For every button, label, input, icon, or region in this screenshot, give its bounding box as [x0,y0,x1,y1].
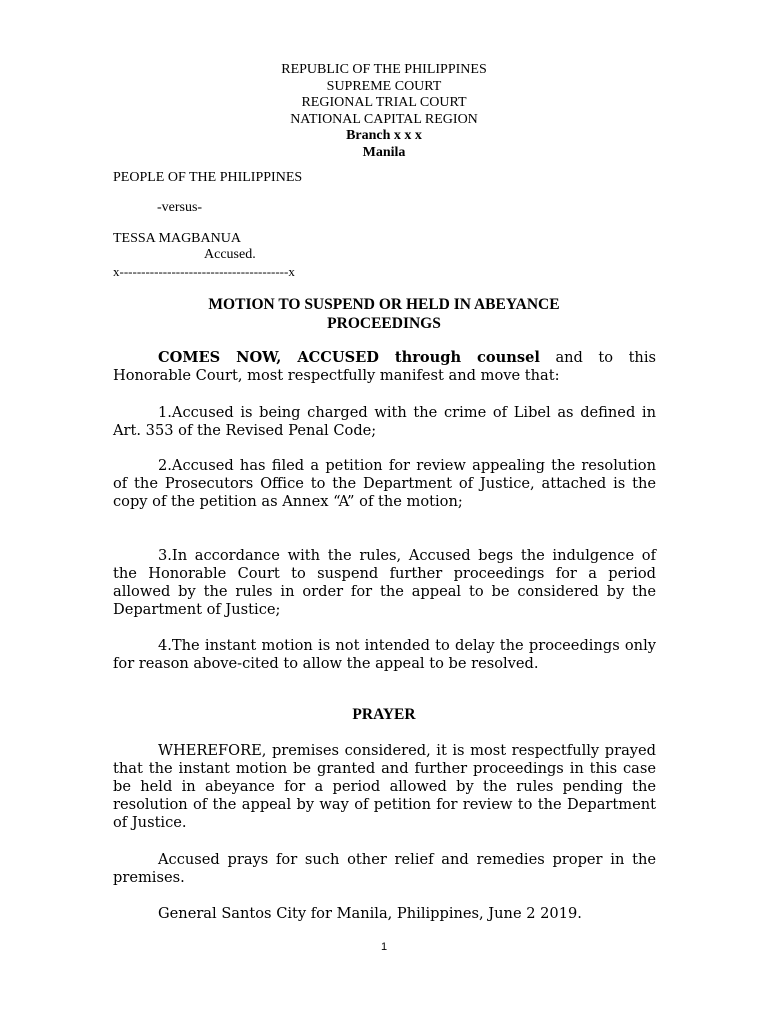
paragraph-2: 2.Accused has filed a petition for review appealing the resolution of the Prosecutors Office to the Department of Justice, attached is the copy of the petition as Annex “A” of the motion; [113,457,656,510]
caption-versus: -versus- [157,200,203,215]
page-number: 1 [380,941,388,953]
header-rtc: REGIONAL TRIAL COURT [301,95,467,110]
header-republic: REPUBLIC OF THE PHILIPPINES [281,62,487,77]
prayer-heading: PRAYER [352,706,416,723]
place-date: General Santos City for Manila, Philippines, June 2 2019. [158,905,582,922]
intro-rest: and to this Honorable Court, most respectfully manifest and move that: [113,349,656,384]
intro-bold: COMES NOW, ACCUSED through counsel [158,349,540,366]
prayer-wherefore: WHEREFORE, premises considered, it is most respectfully prayed that the instant motion be granted and further proceedings in this case be held in abeyance for a period allowed by the rules pending the resolution of the appeal by way of petition for review to the Department of Justice. [113,742,656,831]
motion-title-line2: PROCEEDINGS [327,315,441,332]
header-branch: Branch x x x [346,128,422,143]
paragraph-4: 4.The instant motion is not intended to delay the proceedings only for reason above-cited to allow the appeal to be resolved. [113,637,656,672]
header-region: NATIONAL CAPITAL REGION [290,111,478,127]
caption-accused-name: TESSA MAGBANUA [113,231,241,246]
motion-title [0,295,768,333]
court-header [0,62,768,161]
paragraph-1: 1.Accused is being charged with the crime of Libel as defined in Art. 353 of the Revised Penal Code; [113,404,656,439]
paragraph-3: 3.In accordance with the rules, Accused begs the indulgence of the Honorable Court to suspend further proceedings for a period allowed by the rules in order for the appeal to be considered by the Department of Justice; [113,547,656,618]
header-supreme-court: SUPREME COURT [326,78,442,94]
caption-separator: x---------------------------------------x [113,264,295,279]
intro-paragraph [113,349,656,385]
caption-plaintiff: PEOPLE OF THE PHILIPPINES [113,170,303,185]
prayer-other-relief: Accused prays for such other relief and remedies proper in the premises. [113,851,656,886]
header-city: Manila [362,144,406,160]
caption-accused-label: Accused. [204,247,256,262]
motion-title-line1: MOTION TO SUSPEND OR HELD IN ABEYANCE [208,296,560,313]
